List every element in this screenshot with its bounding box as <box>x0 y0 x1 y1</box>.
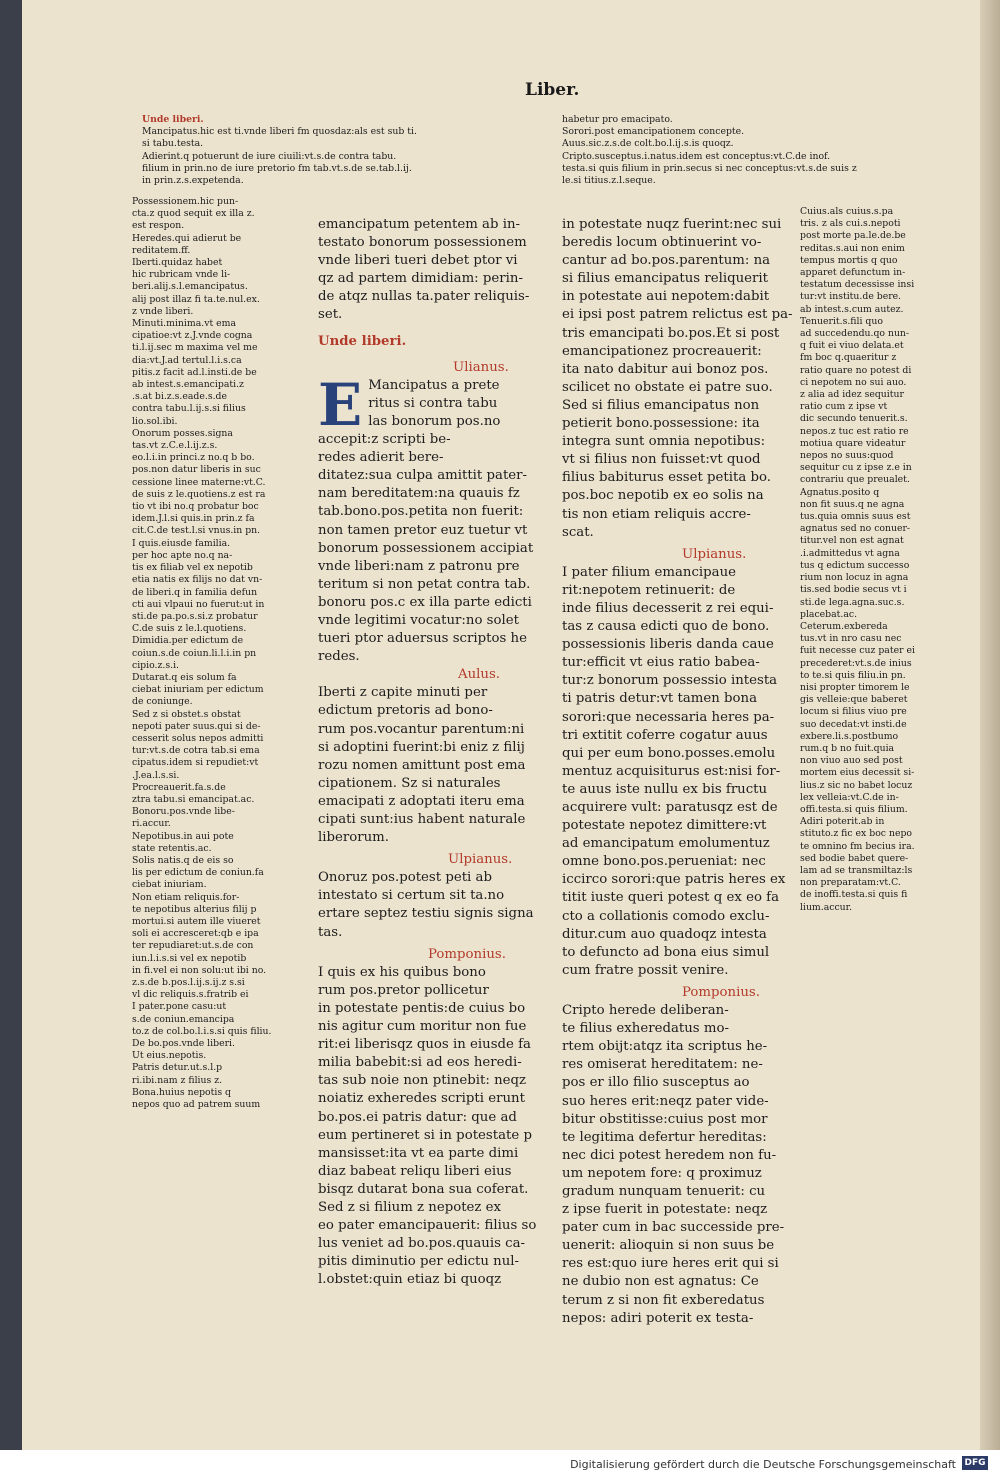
gloss-line: tur:vt.s.de cotra tab.si ema <box>132 745 260 757</box>
text-line: te auus iste nullu ex bis fructu <box>562 781 768 797</box>
gloss-line: stituto.z fic ex boc nepo <box>800 828 912 840</box>
gloss-line: Cuius.als cuius.s.pa <box>800 206 894 217</box>
gloss-line: tur:vt institu.de bere. <box>800 291 902 303</box>
gloss-line: ztra tabu.si emancipat.ac. <box>132 793 255 805</box>
text-line: rtem obijt:atqz ita scriptus he- <box>562 1039 768 1055</box>
text-line: integra sunt omnia nepotibus: <box>562 434 766 450</box>
gloss-line: tempus mortis q quo <box>800 254 898 266</box>
text-line: set. <box>318 307 343 323</box>
gloss-line: motiua quare videatur <box>800 437 906 449</box>
text-line: scilicet no obstate ei patre suo. <box>562 379 773 395</box>
text-line: l.obstet:quin etiaz bi quoqz <box>318 1272 502 1288</box>
text-line: rit:nepotem retinuerit: de <box>562 582 736 598</box>
text-line: te filius exheredatus mo- <box>562 1021 729 1037</box>
text-line: Sed z si filium z nepotez ex <box>318 1199 502 1215</box>
footer-credit: Digitalisierung gefördert durch die Deutsche Forschungsgemeinschaft <box>570 1458 956 1471</box>
gloss-line: C.de suis z le.l.quotiens. <box>132 623 247 635</box>
gloss-line: gis velleie:que baberet <box>800 694 908 706</box>
gloss-line: tus q edictum successo <box>800 559 910 571</box>
text-line: edictum pretoris ad bono- <box>318 703 493 719</box>
text-line: suo heres erit:neqz pater vide- <box>562 1093 769 1109</box>
gloss-line: iun.l.i.s.si vel ex nepotib <box>132 952 247 964</box>
gloss-line: le.si titius.z.l.seque. <box>562 175 656 187</box>
gloss-line: ab intest.s.emancipati.z <box>132 379 244 391</box>
gloss-line: non fit suus.q ne agna <box>800 498 905 510</box>
gloss-line: lio.sol.ibi. <box>132 415 178 427</box>
gloss-line: agnatus sed no conuer- <box>800 523 911 535</box>
text-line: tur:z bonorum possessio intesta <box>562 673 778 689</box>
text-line: iccirco sorori:que patris heres ex <box>562 872 786 888</box>
gloss-line: Onorum posses.signa <box>132 427 233 439</box>
text-line: rum pos.vocantur parentum:ni <box>318 721 525 737</box>
text-line: nepos: adiri poterit ex testa- <box>562 1310 754 1326</box>
text-line: emancipationez procreauerit: <box>562 343 762 359</box>
center-author-1: Ulianus. <box>453 359 509 375</box>
gloss-line: Sorori.post emancipationem concepte. <box>562 126 745 138</box>
text-line: pos.boc nepotib ex eo solis na <box>562 488 764 504</box>
dfg-logo: DFG <box>962 1456 988 1470</box>
gloss-line: Unde liberi. <box>142 114 204 125</box>
gloss-line: Possessionem.hic pun- <box>132 196 239 207</box>
text-line: cipati sunt:ius habent naturale <box>318 812 526 827</box>
gloss-line: tio vt ibi no.q probatur boc <box>132 501 259 513</box>
top-gloss-left <box>142 114 557 187</box>
text-line: tueri ptor aduersus scriptos he <box>318 631 527 647</box>
text-line: vnde liberi tueri debet ptor vi <box>318 253 518 269</box>
text-line: beredis locum obtinuerint vo- <box>562 235 762 251</box>
gloss-line: locum si filius viuo pre <box>800 706 907 718</box>
text-line: emancipatum petentem ab in- <box>318 217 521 232</box>
text-line: acquirere vult: paratusqz est de <box>562 800 778 815</box>
text-line: diaz babeat reliqu liberi eius <box>318 1163 512 1179</box>
gloss-line: non preparatam:vt.C. <box>800 877 901 889</box>
gloss-line: .J.ea.l.s.si. <box>132 769 180 781</box>
text-line: tab.bono.pos.petita non fuerit: <box>318 504 524 520</box>
text-line: rozu nomen amittunt post ema <box>318 757 526 773</box>
gloss-line: Agnatus.posito q <box>800 486 880 498</box>
text-line: tis non etiam reliquis accre- <box>562 506 751 522</box>
gloss-line: sti.de pa.po.s.si.z probatur <box>132 610 258 622</box>
text-line: filius babiturus esset petita bo. <box>562 470 772 486</box>
gloss-line: cit.C.de test.l.si vnus.in pn. <box>132 525 261 537</box>
right-text-column <box>562 216 794 1328</box>
gloss-line: Auus.sic.z.s.de colt.bo.l.ij.s.is quoqz. <box>562 138 734 150</box>
text-line: qz ad partem dimidiam: perin- <box>318 271 523 287</box>
text-line: tas. <box>318 924 343 940</box>
gloss-line: cesserit solus nepos admitti <box>132 732 264 744</box>
text-line: pitis diminutio per edictu nul- <box>318 1254 520 1270</box>
gloss-line: nepos.z tuc est ratio re <box>800 425 909 437</box>
scanner-background <box>0 0 22 1450</box>
text-line: tas sub noie non ptinebit: neqz <box>318 1073 527 1089</box>
gloss-line: filium in prin.no de iure pretorio fm tab.vt.s.de se.tab.l.ij. <box>142 162 412 174</box>
center-author-4: Pomponius. <box>428 946 506 962</box>
gloss-line: cipio.z.s.i. <box>132 659 180 671</box>
gloss-line: Bona.huius nepotis q <box>132 1086 232 1098</box>
gloss-line: lam ad se transmiltaz:ls <box>800 864 913 876</box>
gloss-line: ad succedendu.qo nun- <box>800 328 910 340</box>
text-line: redes. <box>318 649 360 665</box>
gloss-line: cessione linee materne:vt.C. <box>132 476 266 488</box>
gloss-line: nepoti pater suus.qui si de- <box>132 720 261 732</box>
gloss-line: sequitur cu z ipse z.e in <box>800 462 912 474</box>
gloss-line: ti.l.ij.sec m maxima vel me <box>132 342 258 354</box>
gloss-line: q fuit ei viuo delata.et <box>800 340 904 352</box>
gloss-line: nisi propter timorem le <box>800 681 910 693</box>
gloss-line: idem.J.l.si quis.in prin.z fa <box>132 513 255 525</box>
gloss-line: Tenuerit.s.fili quo <box>800 315 883 327</box>
gloss-line: non viuo auo sed post <box>800 755 903 767</box>
gloss-line: offi.testa.si quis filium. <box>800 803 908 815</box>
right-author-2: Pomponius. <box>682 984 760 1000</box>
gloss-line: cta.z quod sequit ex illa z. <box>132 208 255 220</box>
text-line: teritum si non petat contra tab. <box>318 576 531 592</box>
gloss-line: tis ex filiab vel ex nepotib <box>132 562 253 574</box>
text-line: um nepotem fore: q proximuz <box>562 1165 762 1181</box>
text-line: scat. <box>562 524 594 540</box>
text-line: Onoruz pos.potest peti ab <box>318 870 492 886</box>
gloss-line: mortui.si autem ille viueret <box>132 915 261 927</box>
gloss-line: reditas.s.aui non enim <box>800 242 905 254</box>
gloss-line: z vnde liberi. <box>132 305 194 317</box>
gloss-line: Iberti.quidaz habet <box>132 257 223 269</box>
gloss-line: tus.vt in nro casu nec <box>800 633 902 645</box>
gloss-line: Patris detur.ut.s.l.p <box>132 1062 223 1074</box>
gloss-line: testa.si quis filium in prin.secus si nec conceptus:vt.s.de suis z <box>562 162 857 174</box>
text-line: vt si filius non fuisset:vt quod <box>562 452 761 468</box>
center-rubric: Unde liberi. <box>318 333 407 349</box>
text-line: tri extitit coferre cogatur auus <box>562 727 768 743</box>
text-line: tas z causa edicti quo de bono. <box>562 619 770 635</box>
gloss-line: dia:vt.J.ad tertul.l.i.s.ca <box>132 354 242 366</box>
gloss-line: tris. z als cui.s.nepoti <box>800 218 901 230</box>
left-gloss-column <box>132 196 307 1111</box>
right-gloss-column <box>800 206 952 914</box>
text-line: non tamen pretor euz tuetur vt <box>318 522 528 538</box>
text-line: qui per eum bono.posses.emolu <box>562 745 776 761</box>
gloss-line: mortem eius decessit si- <box>800 767 915 779</box>
gloss-line: rum.q b no fuit.quia <box>800 742 895 754</box>
gloss-line: lius.z sic no babet locuz <box>800 779 913 791</box>
text-line: cantur ad bo.pos.parentum: na <box>562 253 771 269</box>
gloss-line: titur.vel non est agnat <box>800 535 904 547</box>
text-line: rit:ei liberisqz quos in eiusde fa <box>318 1037 531 1053</box>
gloss-line: in fi.vel ei non solu:ut ibi no. <box>132 964 267 976</box>
gloss-line: suo decedat:vt insti.de <box>800 718 907 730</box>
text-line: eum pertineret si in potestate p <box>318 1127 532 1143</box>
text-line: accepit:z scripti be- <box>318 432 451 448</box>
right-author-1: Ulpianus. <box>682 546 747 562</box>
gloss-line: cipatus.idem si repudiet:vt <box>132 757 259 769</box>
text-line: emacipati z adoptati iteru ema <box>318 793 525 809</box>
gloss-line: si tabu.testa. <box>142 138 204 150</box>
text-line: tris emancipati bo.pos.Et si post <box>562 325 780 341</box>
gloss-line: Ceterum.exbereda <box>800 620 888 632</box>
gloss-line: precederet:vt.s.de inius <box>800 657 912 669</box>
gloss-line: contrariu que preualet. <box>800 474 910 486</box>
decorated-initial: E <box>318 370 363 439</box>
gloss-line: Non etiam reliquis.for- <box>132 891 240 903</box>
text-line: in potestate pentis:de cuius bo <box>318 1000 526 1016</box>
text-line: bitur obstitisse:cuius post mor <box>562 1111 768 1127</box>
gloss-line: Adiri poterit.ab in <box>800 816 885 828</box>
gloss-line: placebat.ac. <box>800 608 858 620</box>
text-line: intestato si certum sit ta.no <box>318 888 505 904</box>
gloss-line: Nepotibus.in aui pote <box>132 830 234 842</box>
gloss-line: apparet defunctum in- <box>800 267 906 279</box>
text-line: omne bono.pos.perueniat: nec <box>562 854 766 870</box>
gloss-line: habetur pro emacipato. <box>562 114 673 125</box>
gloss-line: .i.admittedus vt agna <box>800 547 900 559</box>
text-line: in potestate nuqz fuerint:nec sui <box>562 217 782 232</box>
text-line: ertare septez testiu signis signa <box>318 906 534 922</box>
text-line: z ipse fuerit in potestate: neqz <box>562 1202 768 1218</box>
gloss-line: de suis z le.quotiens.z est ra <box>132 488 266 500</box>
text-line: res omiserat hereditatem: ne- <box>562 1057 763 1073</box>
text-line: las bonorum pos.no <box>368 413 501 429</box>
text-line: res est:quo iure heres erit qui si <box>562 1256 779 1272</box>
gloss-line: Ut eius.nepotis. <box>132 1050 207 1062</box>
text-line: ti patris detur:vt tamen bona <box>562 691 758 707</box>
gloss-line: ri.accur. <box>132 818 171 830</box>
text-line: nis agitur cum moritur non fue <box>318 1019 527 1035</box>
text-line: mentuz acquisiturus est:nisi for- <box>562 763 781 779</box>
text-line: to defuncto ad bona eius simul <box>562 944 770 960</box>
text-line: tur:efficit vt eius ratio babea- <box>562 655 760 671</box>
gloss-line: Dimidia.per edictum de <box>132 635 244 647</box>
text-line: ei ipsi post patrem relictus est pa- <box>562 307 793 323</box>
gloss-line: I quis.eiusde familia. <box>132 537 231 549</box>
text-line: vnde legitimi vocatur:no solet <box>318 612 519 628</box>
text-line: ritus si contra tabu <box>368 395 498 411</box>
gloss-line: pitis.z facit ad.l.insti.de be <box>132 366 257 378</box>
gloss-line: per hoc apte no.q na- <box>132 549 233 561</box>
gloss-line: sed bodie babet quere- <box>800 852 909 864</box>
running-head: Liber. <box>525 80 580 100</box>
gloss-line: pos.non datur liberis in suc <box>132 464 261 476</box>
gloss-line: dic secundo tenuerit.s. <box>800 413 908 425</box>
text-line: si adoptini fuerint:bi eniz z filij <box>318 739 525 755</box>
gloss-line: tus.quia omnis suus est <box>800 511 911 523</box>
gloss-line: .s.at bi.z.s.eade.s.de <box>132 391 228 403</box>
gloss-line: Solis natis.q de eis so <box>132 854 234 866</box>
gloss-line: z alia ad idez sequitur <box>800 389 904 401</box>
gloss-line: cti aui vlpaui no fuerut:ut in <box>132 598 265 610</box>
gloss-line: z.s.de b.pos.l.ij.s.ij.z s.si <box>132 977 245 988</box>
gloss-line: beri.alij.s.l.emancipatus. <box>132 281 248 293</box>
gloss-line: ratio cum z ipse vt <box>800 401 888 413</box>
gloss-line: cipatioe:vt z.J.vnde cogna <box>132 330 253 342</box>
gloss-line: alij post illaz fi ta.te.nul.ex. <box>132 293 260 305</box>
text-line: nec dici potest heredem non fu- <box>562 1147 777 1163</box>
text-line: I pater filium emancipaue <box>562 564 737 580</box>
gloss-line: sti.de lega.agna.suc.s. <box>800 596 905 608</box>
gloss-line: de liberi.q in familia defun <box>132 586 258 598</box>
text-line: bonoru pos.c ex illa parte edicti <box>318 594 532 610</box>
text-line: liberorum. <box>318 830 390 846</box>
text-line: cipationem. Sz si naturales <box>318 775 501 791</box>
top-gloss-right <box>562 114 977 187</box>
gloss-line: etia natis ex filijs no dat vn- <box>132 574 263 586</box>
text-line: eo pater emancipauerit: filius so <box>318 1218 537 1234</box>
text-line: terum z si non fit exberedatus <box>562 1292 765 1308</box>
gloss-line: ratio quare no potest di <box>800 364 912 376</box>
text-line: pater cum in bac successide pre- <box>562 1220 785 1236</box>
text-line: possessionis liberis danda caue <box>562 637 774 653</box>
text-line: bo.pos.ei patris datur: que ad <box>318 1109 517 1125</box>
text-line: cto a collationis comodo exclu- <box>562 908 770 924</box>
page-edge <box>980 0 1000 1450</box>
gloss-line: de inoffi.testa.si quis fi <box>800 889 908 901</box>
gloss-line: fm boc q.quaeritur z <box>800 352 897 364</box>
gloss-line: fuit necesse cuz pater ei <box>800 645 915 657</box>
text-line: redes adierit bere- <box>318 450 444 466</box>
gloss-line: ter repudiaret:ut.s.de con <box>132 940 254 952</box>
gloss-line: nepos quo ad patrem suum <box>132 1099 261 1111</box>
text-line: cum fratre possit venire. <box>562 962 729 978</box>
gloss-line: Sed z si obstet.s obstat <box>132 708 241 720</box>
gloss-line: Bonoru.pos.vnde libe- <box>132 806 235 818</box>
gloss-line: post morte pa.le.de.be <box>800 230 906 242</box>
gloss-line: tas.vt z.C.e.l.ij.z.s. <box>132 440 218 452</box>
text-line: milia babebit:si ad eos heredi- <box>318 1055 522 1071</box>
text-line: testato bonorum possessionem <box>318 235 527 251</box>
gloss-line: De bo.pos.vnde liberi. <box>132 1038 235 1050</box>
text-line: nam bereditatem:na quauis fz <box>318 486 520 502</box>
gloss-line: in prin.z.s.expetenda. <box>142 175 244 187</box>
gloss-line: exbere.li.s.postbumo <box>800 730 899 742</box>
gloss-line: ri.ibi.nam z filius z. <box>132 1074 223 1086</box>
text-line: Iberti z capite minuti per <box>318 685 488 701</box>
text-line: inde filius decesserit z rei equi- <box>562 600 774 616</box>
gloss-line: coiun.s.de coiun.li.l.i.in pn <box>132 647 257 659</box>
gloss-line: ciebat iniuriam. <box>132 879 207 891</box>
gloss-line: te nepotibus alterius filij p <box>132 903 257 915</box>
gloss-line: lex velleia:vt.C.de in- <box>800 791 899 803</box>
gloss-line: state retentis.ac. <box>132 842 212 854</box>
text-line: I quis ex his quibus bono <box>318 964 486 980</box>
text-line: titit iuste queri potest q ex eo fa <box>562 890 780 906</box>
text-line: si filius emancipatus reliquerit <box>562 271 768 287</box>
gloss-line: est respon. <box>132 220 185 232</box>
gloss-line: de coniunge. <box>132 696 193 708</box>
text-line: Cripto herede deliberan- <box>562 1003 729 1019</box>
text-line: Sed si filius emancipatus non <box>562 397 760 413</box>
gloss-line: Minuti.minima.vt ema <box>132 318 236 330</box>
gloss-line: tis.sed bodie secus vt i <box>800 584 907 596</box>
gloss-line: to.z de col.bo.l.i.s.si quis filiu. <box>132 1025 272 1037</box>
gloss-line: Heredes.qui adierut be <box>132 232 242 244</box>
footer-bar <box>0 1450 1000 1478</box>
center-text-column <box>318 216 550 1289</box>
text-line: Mancipatus a prete <box>368 377 500 393</box>
text-line: noiatiz exheredes scripti erunt <box>318 1091 525 1107</box>
gloss-line: I pater.pone casu:ut <box>132 1001 227 1013</box>
center-author-2: Aulus. <box>458 667 501 683</box>
gloss-line: Mancipatus.hic est ti.vnde liberi fm quosdaz:als est sub ti. <box>142 126 417 138</box>
gloss-line: testatum decessisse insi <box>800 279 915 291</box>
gloss-line: eo.l.i.in princi.z no.q b bo. <box>132 452 255 464</box>
gloss-line: ci nepotem no sui auo. <box>800 376 907 388</box>
text-line: rum pos.pretor pollicetur <box>318 982 489 998</box>
text-line: mansisset:ita vt ea parte dimi <box>318 1145 519 1161</box>
gloss-line: Adierint.q potuerunt de iure ciuili:vt.s.de contra tabu. <box>142 150 397 162</box>
text-line: lus veniet ad bo.pos.quauis ca- <box>318 1236 525 1252</box>
gloss-line: ciebat iniuriam per edictum <box>132 684 264 696</box>
center-author-3: Ulpianus. <box>448 852 513 868</box>
text-line: in potestate aui nepotem:dabit <box>562 289 770 305</box>
gloss-line: hic rubricam vnde li- <box>132 269 231 281</box>
gloss-line: Cripto.susceptus.i.natus.idem est conceptus:vt.C.de inof. <box>562 150 831 162</box>
text-line: pos er illo filio susceptus ao <box>562 1075 750 1091</box>
gloss-line: lium.accur. <box>800 901 853 913</box>
gloss-line: ab intest.s.cum autez. <box>800 303 904 315</box>
gloss-line: nepos no suus:quod <box>800 450 894 462</box>
text-line: petierit bono.possessione: ita <box>562 416 760 432</box>
gloss-line: lis per edictum de coniun.fa <box>132 867 264 879</box>
text-line: ne dubio non est agnatus: Ce <box>562 1274 759 1290</box>
gloss-line: soli ei accresceret:qb e ipa <box>132 928 259 940</box>
text-line: te legitima defertur hereditas: <box>562 1129 767 1145</box>
text-line: sorori:que necessaria heres pa- <box>562 709 775 725</box>
text-line: uenerit: alioquin si non suus be <box>562 1238 775 1254</box>
gloss-line: contra tabu.l.ij.s.si filius <box>132 403 246 415</box>
text-line: ditur.cum auo quadoqz intesta <box>562 926 767 942</box>
gloss-line: to te.si quis filiu.in pn. <box>800 669 906 681</box>
gloss-line: Dutarat.q eis solum fa <box>132 671 237 683</box>
gloss-line: te omnino fm becius ira. <box>800 840 915 852</box>
text-line: ditatez:sua culpa amittit pater- <box>318 468 528 484</box>
text-line: bisqz dutarat bona sua coferat. <box>318 1181 529 1197</box>
text-line: de atqz nullas ta.pater reliquis- <box>318 289 530 305</box>
text-line: ad emancipatum emolumentuz <box>562 836 770 852</box>
gloss-line: rium non locuz in agna <box>800 572 909 584</box>
text-line: vnde liberi:nam z patronu pre <box>318 558 520 574</box>
text-line: potestate nepotez dimittere:vt <box>562 818 767 834</box>
gloss-line: reditatem.ff. <box>132 244 191 256</box>
gloss-line: vl dic reliquis.s.fratrib ei <box>132 989 249 1001</box>
text-line: gradum nunquam tenuerit: cu <box>562 1183 766 1199</box>
text-line: ita nato dabitur aui bonoz pos. <box>562 361 769 377</box>
gloss-line: s.de coniun.emancipa <box>132 1013 235 1025</box>
gloss-line: Procreauerit.fa.s.de <box>132 781 226 793</box>
text-line: bonorum possessionem accipiat <box>318 540 534 556</box>
